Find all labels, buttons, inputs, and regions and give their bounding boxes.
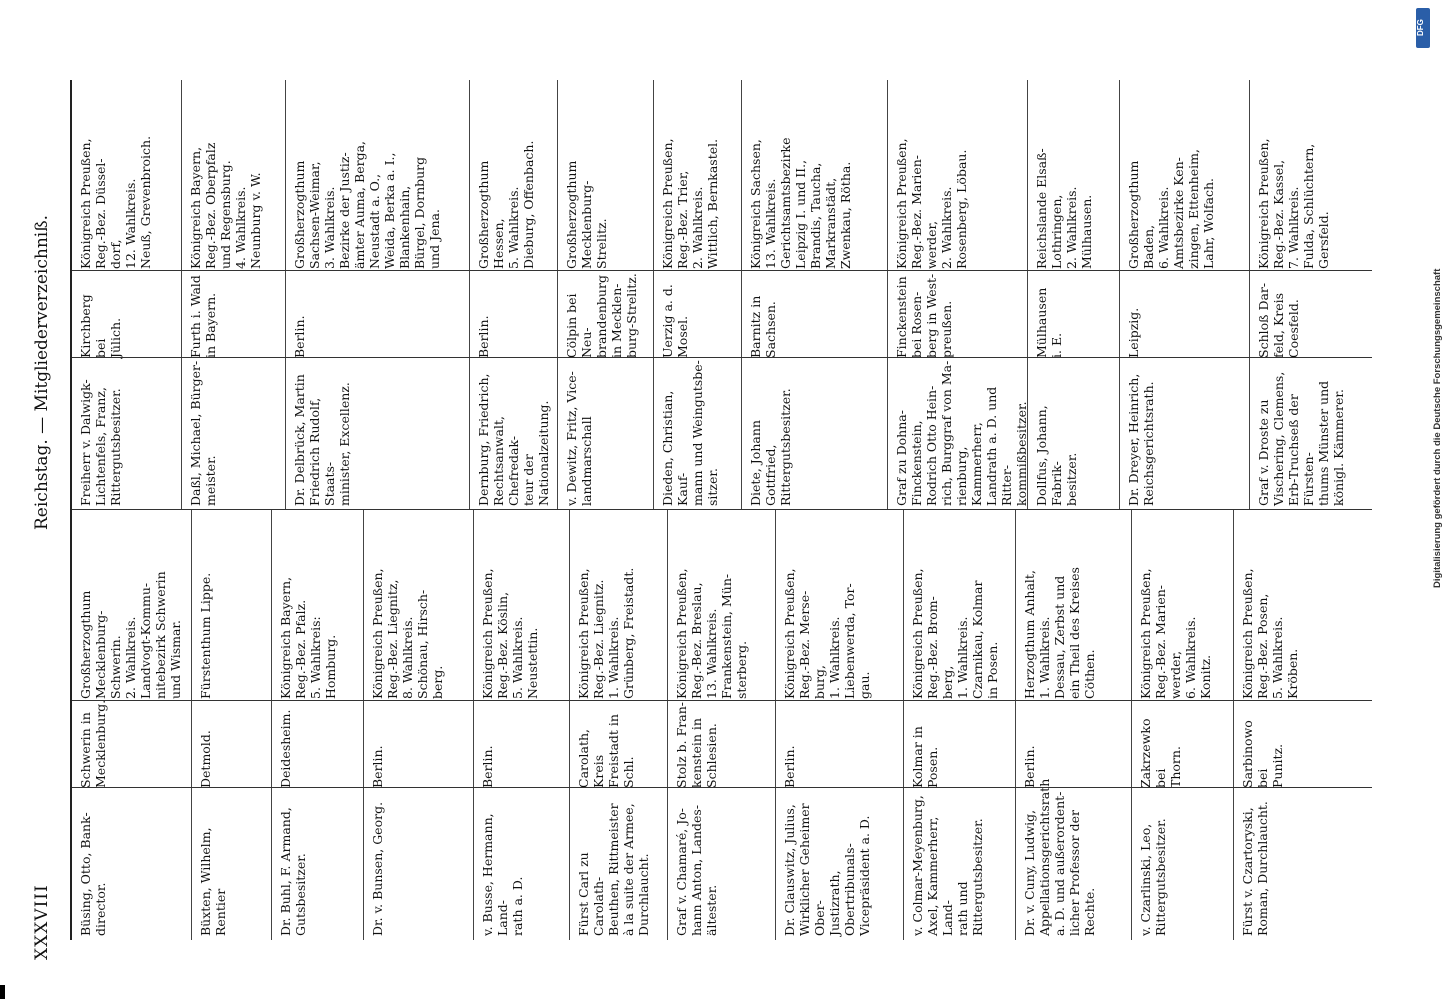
member-row xyxy=(668,510,776,940)
member-name: Diete, Johann Gottfried, Rittergutsbesitzer. xyxy=(748,388,793,506)
member-row xyxy=(1132,510,1234,940)
member-residence: Furth i. Wald in Bayern. xyxy=(188,275,218,358)
member-residence: Berlin. xyxy=(370,745,385,788)
member-name: Dr. Clauswitz, Julius, Wirklicher Geheimer Ober- Justizrath, Obertribunals- Vicepräsident a. D. xyxy=(782,803,872,936)
member-residence: Cölpin bei Neu- brandenburg in Mecklen- burg-Strelitz. xyxy=(564,273,639,358)
member-row xyxy=(272,510,364,940)
member-row xyxy=(654,80,742,510)
member-row xyxy=(364,510,474,940)
member-name: v. Busse, Hermann, Land- rath a. D. xyxy=(480,813,525,936)
member-residence: Leipzig. xyxy=(1126,307,1141,358)
member-name: Daßl, Michael, Bürger- meister. xyxy=(188,360,218,506)
page-number: XXXVIII xyxy=(32,884,52,960)
member-name: Graf v. Droste zu Vischering, Clemens, Erb-Truchseß der Fürsten- thums Münster und königl. Kämmerer. xyxy=(1256,371,1346,506)
member-row xyxy=(888,80,1028,510)
member-residence: Detmold. xyxy=(198,730,213,788)
member-residence: Schwerin in Mecklenburg. xyxy=(78,699,108,788)
member-name: v. Czarlinski, Leo, Rittergutsbesitzer. xyxy=(1138,818,1168,936)
member-row xyxy=(72,510,192,940)
member-constituency: Königreich Preußen, Reg.-Bez. Liegnitz. 1. Wahlkreis. Grünberg, Freistadt. xyxy=(576,567,636,699)
member-residence: Zakrzewko bei Thorn. xyxy=(1138,718,1183,788)
member-name: v. Dewitz, Fritz, Vice- landmarschall xyxy=(564,371,594,506)
member-constituency: Königreich Sachsen, 13. Wahlkreis. Gerichtsamtsbezirke Leipzig I. und II., Brandis, Taucha, Markranstädt, Zwenkau, Rötha. xyxy=(748,137,853,269)
member-constituency: Großherzogthum Mecklenburg- Schwerin. 2. Wahlkreis. Landvogt-Kommu- nitebezirk Schwerin und Wismar. xyxy=(78,571,183,699)
member-residence: Berlin. xyxy=(782,745,797,788)
member-constituency: Königreich Preußen, Reg.-Bez. Marien- werder, 2. Wahlkreis. Rosenberg, Löbau. xyxy=(894,138,969,269)
member-residence: Uerzig a. d. Mosel. xyxy=(660,284,690,358)
member-constituency: Königreich Preußen, Reg.-Bez. Posen, 5. Wahlkreis. Kröben. xyxy=(1240,568,1300,699)
member-residence: Berlin. xyxy=(292,315,307,358)
member-residence: Berlin. xyxy=(480,745,495,788)
column-rule xyxy=(72,270,1372,271)
member-row xyxy=(192,510,272,940)
member-table xyxy=(70,80,1372,940)
member-row xyxy=(1028,80,1120,510)
member-name: Dr. Buhl, F. Armand, Gutsbesitzer. xyxy=(278,807,308,936)
member-name: Dollfus, Johann, Fabrik- besitzer. xyxy=(1034,405,1079,506)
member-row xyxy=(1016,510,1132,940)
member-constituency: Königreich Preußen, Reg.-Bez. Marien- werder, 6. Wahlkreis. Konitz. xyxy=(1138,568,1213,699)
left-column xyxy=(72,510,1372,940)
member-residence: Schloß Dar- feld, Kreis Coesfeld. xyxy=(1256,282,1301,358)
member-row xyxy=(72,80,182,510)
member-constituency: Großherzogthum Mecklenburg- Strelitz. xyxy=(564,160,609,269)
member-residence: Barnitz in Sachsen. xyxy=(748,295,778,358)
edge-marker xyxy=(0,985,5,999)
member-name: Dr. Dreyer, Heinrich, Reichsgerichtsrath. xyxy=(1126,373,1156,506)
member-constituency: Großherzogthum Baden, 6. Wahlkreis. Amtsbezirke Ken- zingen, Ettenheim, Lahr, Wolfach. xyxy=(1126,149,1216,269)
member-constituency: Königreich Preußen, Reg.-Bez. Trier, 2. Wahlkreis. Wittlich, Bernkastel. xyxy=(660,138,720,269)
member-row xyxy=(286,80,470,510)
member-name: Dieden, Christian, Kauf- mann und Weingutsbe- sitzer. xyxy=(660,360,720,506)
member-residence: Kirchberg bei Jülich. xyxy=(78,294,123,358)
member-row xyxy=(1250,80,1362,510)
member-row xyxy=(570,510,668,940)
member-row xyxy=(1120,80,1250,510)
right-column xyxy=(72,80,1372,510)
member-constituency: Königreich Preußen, Reg.-Bez. Brom- berg, 1. Wahlkreis. Czarnikau, Kolmar in Posen. xyxy=(910,568,1000,699)
member-constituency: Königreich Bayern, Reg.-Bez. Pfalz. 5. Wahlkreis: Homburg. xyxy=(278,576,338,699)
member-residence: Sarbinowo bei Punitz. xyxy=(1240,720,1285,788)
member-name: Dr. v. Bunsen, Georg. xyxy=(370,801,385,936)
member-name: Graf v. Chamaré, Jo- hann Anton, Landes- ältester. xyxy=(674,804,719,936)
member-row xyxy=(558,80,654,510)
column-rule xyxy=(72,787,1372,788)
member-residence: Stolz b. Fran- kenstein in Schlesien. xyxy=(674,702,719,788)
member-constituency: Reichslande Elsaß- Lothringen, 2. Wahlkreis. Mülhausen. xyxy=(1034,148,1094,269)
member-constituency: Königreich Preußen, Reg.-Bez. Köslin, 5. Wahlkreis. Neustettin. xyxy=(480,568,540,699)
member-name: Dr. Delbrück, Martin Friedrich Rudolf, Staats- minister, Excellenz. xyxy=(292,374,352,506)
member-constituency: Königreich Preußen, Reg.-Bez. Düssel- dorf, 12. Wahlkreis. Neuß, Grevenbroich. xyxy=(78,135,153,269)
member-residence: Finckenstein bei Rosen- berg in West- preußen. xyxy=(894,273,954,358)
member-name: Dr. v. Cuny, Ludwig, Appellationsgerichtsrath a. D. und außerordent- licher Professor der Rechte. xyxy=(1022,778,1097,936)
member-residence: Berlin. xyxy=(1022,745,1037,788)
member-name: v. Colmar-Meyenburg, Axel, Kammerherr, Land- rath und Rittergutsbesitzer. xyxy=(910,795,985,936)
member-constituency: Königreich Bayern, Reg.-Bez. Oberpfalz und Regensburg. 4. Wahlkreis. Neunburg v. W. xyxy=(188,142,263,269)
member-row xyxy=(1234,510,1352,940)
member-name: Büxten, Wilhelm, Rentier xyxy=(198,827,228,936)
member-residence: Berlin. xyxy=(476,315,491,358)
member-constituency: Königreich Preußen, Reg.-Bez. Merse- burg, 1. Wahlkreis. Liebenwerda, Tor- gau. xyxy=(782,568,872,699)
column-rule xyxy=(72,700,1372,701)
member-name: Dernburg, Friedrich, Rechtsanwalt, Chefredak- teur der Nationalzeitung. xyxy=(476,373,551,506)
member-constituency: Königreich Preußen, Reg.-Bez. Breslau, 13. Wahlkreis. Frankenstein, Mün- sterberg. xyxy=(674,568,749,699)
member-name: Büsing, Otto, Bank- director. xyxy=(78,812,108,936)
member-row xyxy=(474,510,570,940)
member-residence: Mülhausen i. E. xyxy=(1034,287,1064,358)
member-constituency: Großherzogthum Sachsen-Weimar, 3. Wahlkreis. Bezirke der Justiz- ämter Auma, Berga, Neustadt a. O., Weida, Berka a. I., Blankenhain, Bürgel, Dornburg und Jena. xyxy=(292,141,442,269)
member-row xyxy=(742,80,888,510)
member-constituency: Herzogthum Anhalt, 1. Wahlkreis. Dessau, Zerbst und ein Theil des Kreises Cöthen. xyxy=(1022,567,1097,699)
running-head: Reichstag. — Mitgliederverzeichniß. xyxy=(32,215,52,530)
member-constituency: Königreich Preußen, Reg.-Bez. Kassel, 7. Wahlkreis. Fulda, Schlüchtern, Gersfeld. xyxy=(1256,138,1331,269)
member-residence: Deidesheim. xyxy=(278,709,293,788)
column-rule xyxy=(72,357,1372,358)
digitization-note: Digitalisierung gefördert durch die Deutsche Forschungsgemeinschaft xyxy=(1432,268,1443,588)
member-residence: Carolath, Kreis Freistadt in Schl. xyxy=(576,714,636,788)
page-header xyxy=(32,20,54,960)
member-name: Fürst Carl zu Carolath- Beuthen, Rittmeister à la suite der Armee, Durchlaucht. xyxy=(576,803,651,936)
column-rule xyxy=(72,509,1372,510)
dfg-logo: DFG xyxy=(1416,8,1430,48)
member-constituency: Großherzogthum Hessen, 5. Wahlkreis. Dieburg, Offenbach. xyxy=(476,140,536,269)
member-name: Fürst v. Czartoryski, Roman, Durchlaucht. xyxy=(1240,801,1270,936)
member-constituency: Königreich Preußen, Reg.-Bez. Liegnitz, 8. Wahlkreis. Schönau, Hirsch- berg. xyxy=(370,568,445,699)
member-row xyxy=(776,510,904,940)
member-residence: Kolmar in Posen. xyxy=(910,726,940,788)
member-constituency: Fürstenthum Lippe. xyxy=(198,572,213,699)
member-name: Graf zu Dohna-Finckenstein, Rodrich Otto Hein- rich, Burggraf von Ma- rienburg, Kammerherr, Landrath a. D. und Ritter- kommißbesitzer. xyxy=(894,360,1029,506)
member-row xyxy=(904,510,1016,940)
member-name: Freiherr v. Dalwigk- Lichtenfels, Franz, Rittergutsbesitzer. xyxy=(78,379,123,506)
member-row xyxy=(182,80,286,510)
member-row xyxy=(470,80,558,510)
